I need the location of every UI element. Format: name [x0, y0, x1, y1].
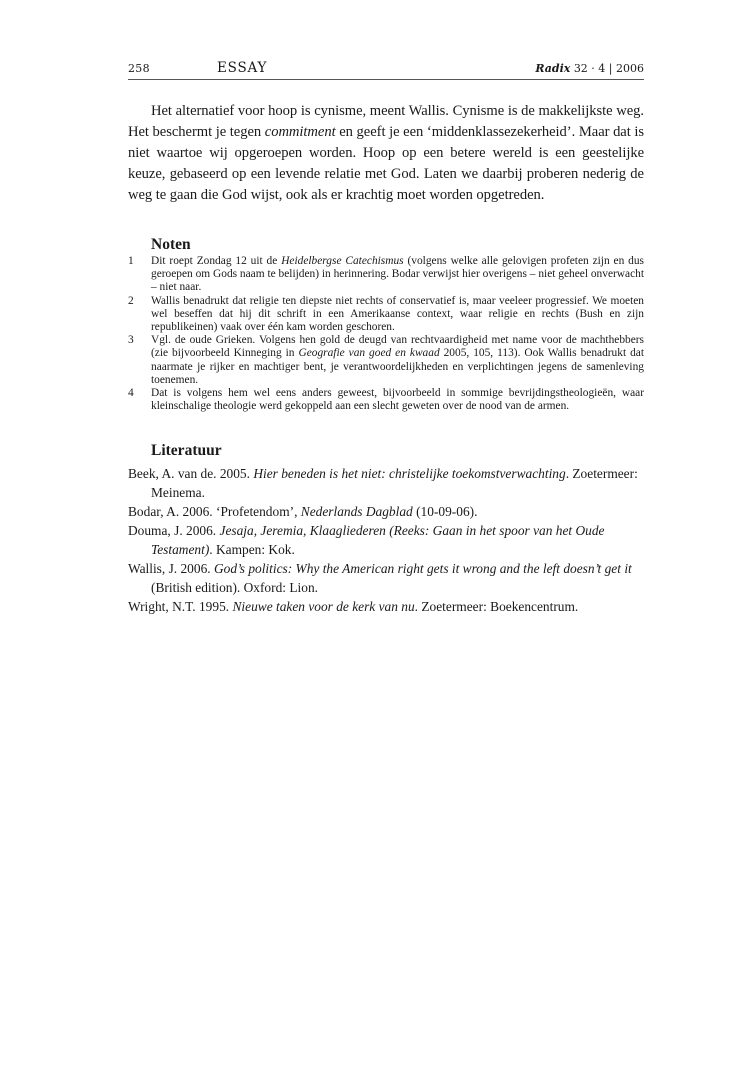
journal-name: Radix: [535, 62, 571, 75]
journal-citation: [535, 62, 644, 75]
note-number: 1: [128, 255, 134, 267]
header-rule: [128, 79, 644, 80]
notes-heading: Noten: [151, 236, 191, 253]
journal-issue: 32 · 4 | 2006: [573, 62, 644, 75]
note-item: 3 Vgl. de oude Grieken. Volgens hen gold de deugd van rechtvaardigheid met name voor de machthebbers (zie bijvoorbeeld Kinneging in Geografie van goed en kwaad 2005, 105, 113). Ook Wallis benadrukt dat naarmate je rijker en machtiger bent, je verantwoordelijkheden en verplichtingen jegens de samenleving toenemen.: [128, 334, 645, 386]
notes-section: [128, 236, 644, 413]
reference-item: Wallis, J. 2006. God’s politics: Why the American right gets it wrong and the left doesn’t get it (British edition). Oxford: Lion.: [128, 561, 632, 595]
reference-item: Douma, J. 2006. Jesaja, Jeremia, Klaagliederen (Reeks: Gaan in het spoor van het Oude Testament). Kampen: Kok.: [128, 523, 605, 557]
running-header: [128, 58, 644, 80]
note-item: 1 Dit roept Zondag 12 uit de Heidelbergse Catechismus (volgens welke alle gelovigen profeten zijn en dus geroepen om Gods naam te belijden) in herinnering. Bodar verwijst hier overigens – niet geheel onverwacht – niet naar.: [128, 255, 644, 294]
reference-item: Wright, N.T. 1995. Nieuwe taken voor de kerk van nu. Zoetermeer: Boekencentrum.: [128, 599, 579, 614]
note-item: 2 Wallis benadrukt dat religie ten diepste niet rechts of conservatief is, maar veeleer progressief. We moeten wel beseffen dat hij dit schrift in een Amerikaanse context, waar religie en rechts (Bush en zijn republikeinen) vaak over één kam worden geschoren.: [128, 294, 644, 334]
note-number: 2: [128, 294, 134, 307]
notes-list: [128, 255, 644, 413]
reference-item: Beek, A. van de. 2005. Hier beneden is het niet: christelijke toekomstverwachting. Zoetermeer: Meinema.: [128, 466, 638, 500]
literature-section: [128, 442, 644, 616]
body-text: [128, 101, 644, 206]
note-number: 3: [128, 334, 134, 347]
paragraph: Het alternatief voor hoop is cynisme, meent Wallis. Cynisme is de makkelijkste weg. Het beschermt je tegen commitment en geeft je een ‘middenklassezekerheid’. Maar dat is niet waartoe wij opgeroepen worden. Hoop op een betere wereld is een geestelijke keuze, gebaseerd op een levende relatie met God. Laten we daarbij proberen nederig de weg te gaan die God wijst, ook als er krachtig moet worden opgetreden.: [128, 103, 645, 203]
reference-item: Bodar, A. 2006. ‘Profetendom’, Nederlands Dagblad (10-09-06).: [128, 504, 478, 519]
note-number: 4: [128, 387, 134, 400]
literature-heading: Literatuur: [151, 442, 222, 459]
reference-list: [128, 464, 644, 616]
note-item: 4 Dat is volgens hem wel eens anders geweest, bijvoorbeeld in sommige bevrijdingstheologieën, waar kleinschalige theologie werd gekoppeld aan een slecht geweten over de nood van de armen.: [128, 387, 644, 413]
section-title: ESSAY: [217, 60, 268, 76]
page-number: 258: [128, 62, 150, 75]
